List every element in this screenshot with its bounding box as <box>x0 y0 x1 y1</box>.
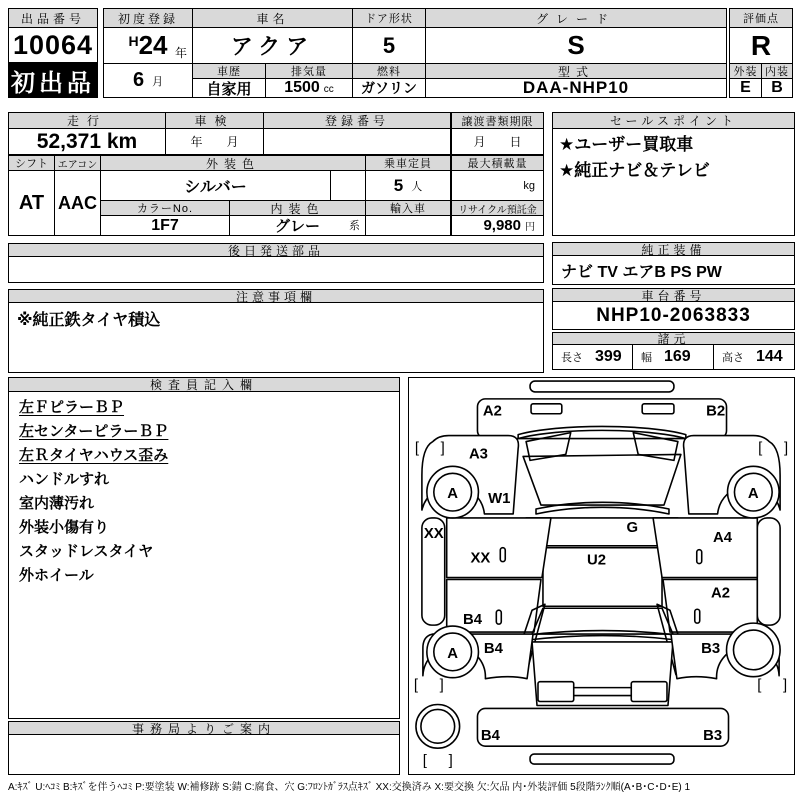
diagram-label-B3: B3 <box>703 728 723 745</box>
grade-value: S <box>425 27 727 64</box>
vehicle-diagram <box>408 377 795 775</box>
diagram-label-W1: W1 <box>488 491 511 508</box>
exterior-color-header: 外装色 <box>100 155 366 171</box>
diagram-label-B4: B4 <box>483 640 503 657</box>
office-info-header: 事務局よりご案内 <box>8 721 400 735</box>
first-registration-year <box>103 27 193 64</box>
inspector-note: 左センターピラーＢＰ <box>19 423 169 440</box>
recycle-deposit-value <box>451 215 544 236</box>
shift-header: シフト <box>8 155 55 171</box>
shipped-parts-value <box>8 256 544 283</box>
diagram-bracket: ] <box>782 677 788 694</box>
recycle-deposit-header: リサイクル預託金 <box>451 200 544 216</box>
diagram-bracket: ] <box>783 440 789 457</box>
notes-header: 注意事項欄 <box>8 289 544 303</box>
first-registration-month <box>103 63 193 98</box>
car-name: アクア <box>192 27 353 64</box>
sales-points-header: セールスポイント <box>552 112 795 129</box>
color-no-header: カラーNo. <box>100 200 230 216</box>
max-load-value: kg <box>451 170 544 201</box>
inspection-value: 年 月 <box>165 128 264 155</box>
cowl <box>536 502 669 514</box>
max-load-header: 最大積載量 <box>451 155 544 171</box>
mileage-header: 走行 <box>8 112 166 129</box>
interior-color-suffix: 系 <box>349 220 360 232</box>
tail-light-right <box>631 682 667 702</box>
diagram-bracket: [ <box>422 753 427 770</box>
history-value: 自家用 <box>192 78 266 98</box>
inspector-note: 左ＦピラーＢＰ <box>19 399 125 416</box>
door-shape-value: 5 <box>352 27 426 64</box>
hood <box>523 454 681 505</box>
front-bumper <box>477 399 726 439</box>
diagram-bracket: [ <box>758 440 763 457</box>
model-code-value: DAA-NHP10 <box>425 78 727 98</box>
capacity-value <box>365 170 451 201</box>
right-sill <box>757 518 780 625</box>
diagram-label-A: A <box>447 645 459 662</box>
exterior-color-value: シルバー <box>100 170 331 201</box>
inspector-note: ハンドルすれ <box>19 471 110 488</box>
month-unit: 月 <box>152 75 164 88</box>
inspection-header: 車検 <box>165 112 264 129</box>
office-info-value <box>8 734 400 775</box>
diagram-label-B4: B4 <box>462 612 483 629</box>
inspector-notes-header: 検査員記入欄 <box>8 377 400 392</box>
spare-tire <box>416 704 460 748</box>
shift-value: AT <box>8 170 55 236</box>
diagram-label-A3: A3 <box>468 446 488 463</box>
fuel-header: 燃料 <box>352 63 426 79</box>
spec-width-value: 169 <box>664 348 691 365</box>
import-header: 輸入車 <box>365 200 451 216</box>
diagram-bracket: [ <box>757 677 762 694</box>
specs-header: 諸元 <box>552 332 795 345</box>
equipment-header: 純正装備 <box>552 242 795 256</box>
spec-length-value: 399 <box>595 348 622 365</box>
transfer-deadline-value: 月 日 <box>451 128 544 155</box>
inspector-note: 外ホイール <box>19 567 94 584</box>
inspector-notes-list <box>8 391 400 719</box>
diagram-label-B3: B3 <box>701 640 721 657</box>
chassis-number-header: 車台番号 <box>552 288 795 302</box>
history-header: 車歴 <box>192 63 266 79</box>
diagram-bracket: [ <box>414 440 420 457</box>
diagram-label-U2: U2 <box>587 552 607 569</box>
registration-number-value <box>263 128 451 155</box>
inspector-note: 左Ｒタイヤハウス歪み <box>19 447 169 464</box>
diagram-label-G: G <box>626 519 639 536</box>
front-door-right <box>653 518 757 578</box>
spec-length <box>552 344 633 370</box>
exterior-grade-header: 外装 <box>729 63 762 79</box>
diagram-bracket: ] <box>439 677 444 694</box>
capacity-unit: 人 <box>411 180 423 193</box>
inspector-note: 室内薄汚れ <box>19 495 95 512</box>
grade-header: グレード <box>425 8 727 28</box>
equipment-value: ナビ TV エアB PS PW <box>552 255 795 285</box>
registration-number-header: 登録番号 <box>263 112 451 129</box>
fuel-value: ガソリン <box>352 78 426 98</box>
diagram-label-A4: A4 <box>713 529 733 546</box>
first-listing-badge: 初出品 <box>8 62 98 98</box>
diagram-bracket: [ <box>413 677 419 694</box>
interior-grade-header: 内装 <box>761 63 793 79</box>
spec-length-label: 長さ <box>561 352 583 364</box>
diagram-bracket: ] <box>440 440 445 457</box>
shipped-parts-header: 後日発送部品 <box>8 243 544 257</box>
rear-bumper <box>477 708 728 746</box>
diagram-label-A2: A2 <box>711 585 731 602</box>
inspector-note: スタッドレスタイヤ <box>19 543 154 560</box>
displacement-unit: cc <box>323 84 334 95</box>
diagram-label-A: A <box>747 486 759 503</box>
sales-point-line: ★純正ナビ＆テレビ <box>559 161 710 180</box>
displacement-header: 排気量 <box>265 63 353 79</box>
month-number: 6 <box>132 69 145 91</box>
wheel-rear-right <box>727 623 781 677</box>
rear-spoiler <box>528 631 677 640</box>
exterior-color-extra-cell <box>330 170 366 201</box>
capacity-header: 乗車定員 <box>365 155 451 171</box>
year-number: 24 <box>138 30 168 60</box>
year-unit: 年 <box>174 46 187 60</box>
spec-height-label: 高さ <box>722 352 744 364</box>
score-header: 評価点 <box>729 8 793 28</box>
inspector-note: 外装小傷有り <box>19 519 110 536</box>
transfer-deadline-header: 譲渡書類期限 <box>451 112 544 129</box>
exterior-grade-value: E <box>729 78 762 98</box>
recycle-unit: 円 <box>525 222 535 233</box>
recycle-amount: 9,980 <box>483 217 521 234</box>
diagram-label-B4: B4 <box>480 728 500 745</box>
chassis-number-value: NHP10-2063833 <box>552 301 795 330</box>
diagram-label-A: A <box>447 486 459 503</box>
capacity-number: 5 <box>393 175 404 195</box>
displacement-number: 1500 <box>284 79 320 96</box>
diagram-label-B2: B2 <box>706 403 726 420</box>
aircon-header: エアコン <box>54 155 101 171</box>
tail-light-left <box>538 682 574 702</box>
spec-width-label: 幅 <box>641 352 652 364</box>
color-no-value: 1F7 <box>100 215 230 236</box>
diagram-bracket: ] <box>448 753 453 770</box>
door-shape-header: ドア形状 <box>352 8 426 28</box>
front-bumper-strip <box>530 381 674 392</box>
import-value <box>365 215 451 236</box>
vehicle-diagram-svg <box>409 378 793 773</box>
interior-color-name: グレー <box>274 218 320 235</box>
notes-value: ※純正鉄タイヤ積込 <box>8 302 544 373</box>
sales-points <box>552 128 795 236</box>
front-door-left <box>447 518 551 578</box>
interior-color-header: 内装色 <box>229 200 366 216</box>
displacement-value <box>265 78 353 98</box>
mileage-value: 52,371 km <box>8 128 166 155</box>
spec-height <box>713 344 795 370</box>
rear-bumper-strip <box>530 754 674 764</box>
spec-height-value: 144 <box>756 348 783 365</box>
model-code-header: 型式 <box>425 63 727 79</box>
interior-grade-value: B <box>761 78 793 98</box>
aircon-value: AAC <box>54 170 101 236</box>
spec-width <box>632 344 714 370</box>
era-letter: H <box>128 33 139 49</box>
interior-color-value <box>229 215 366 236</box>
diagram-label-XX: XX <box>470 550 491 567</box>
sales-point-line: ★ユーザー買取車 <box>559 135 694 154</box>
score-value: R <box>729 27 793 64</box>
first-registration-header: 初度登録 <box>103 8 193 28</box>
lot-number-header: 出品番号 <box>8 8 98 28</box>
damage-code-legend: A:ｷｽﾞ U:ﾍｺﾐ B:ｷｽﾞを伴うﾍｺﾐ P:要塗装 W:補修跡 S:錆 C:腐食、穴 G:ﾌﾛﾝﾄｶﾞﾗｽ点ｷｽﾞ XX:交換済み X:要交換 欠:欠品 内･外装評価 5段階ﾗﾝｸ順(A･B･C･D･E) 1 <box>8 782 691 793</box>
lot-number: 10064 <box>8 27 98 63</box>
car-name-header: 車名 <box>192 8 353 28</box>
diagram-label-A2: A2 <box>482 403 502 420</box>
diagram-label-XX: XX <box>423 525 444 542</box>
